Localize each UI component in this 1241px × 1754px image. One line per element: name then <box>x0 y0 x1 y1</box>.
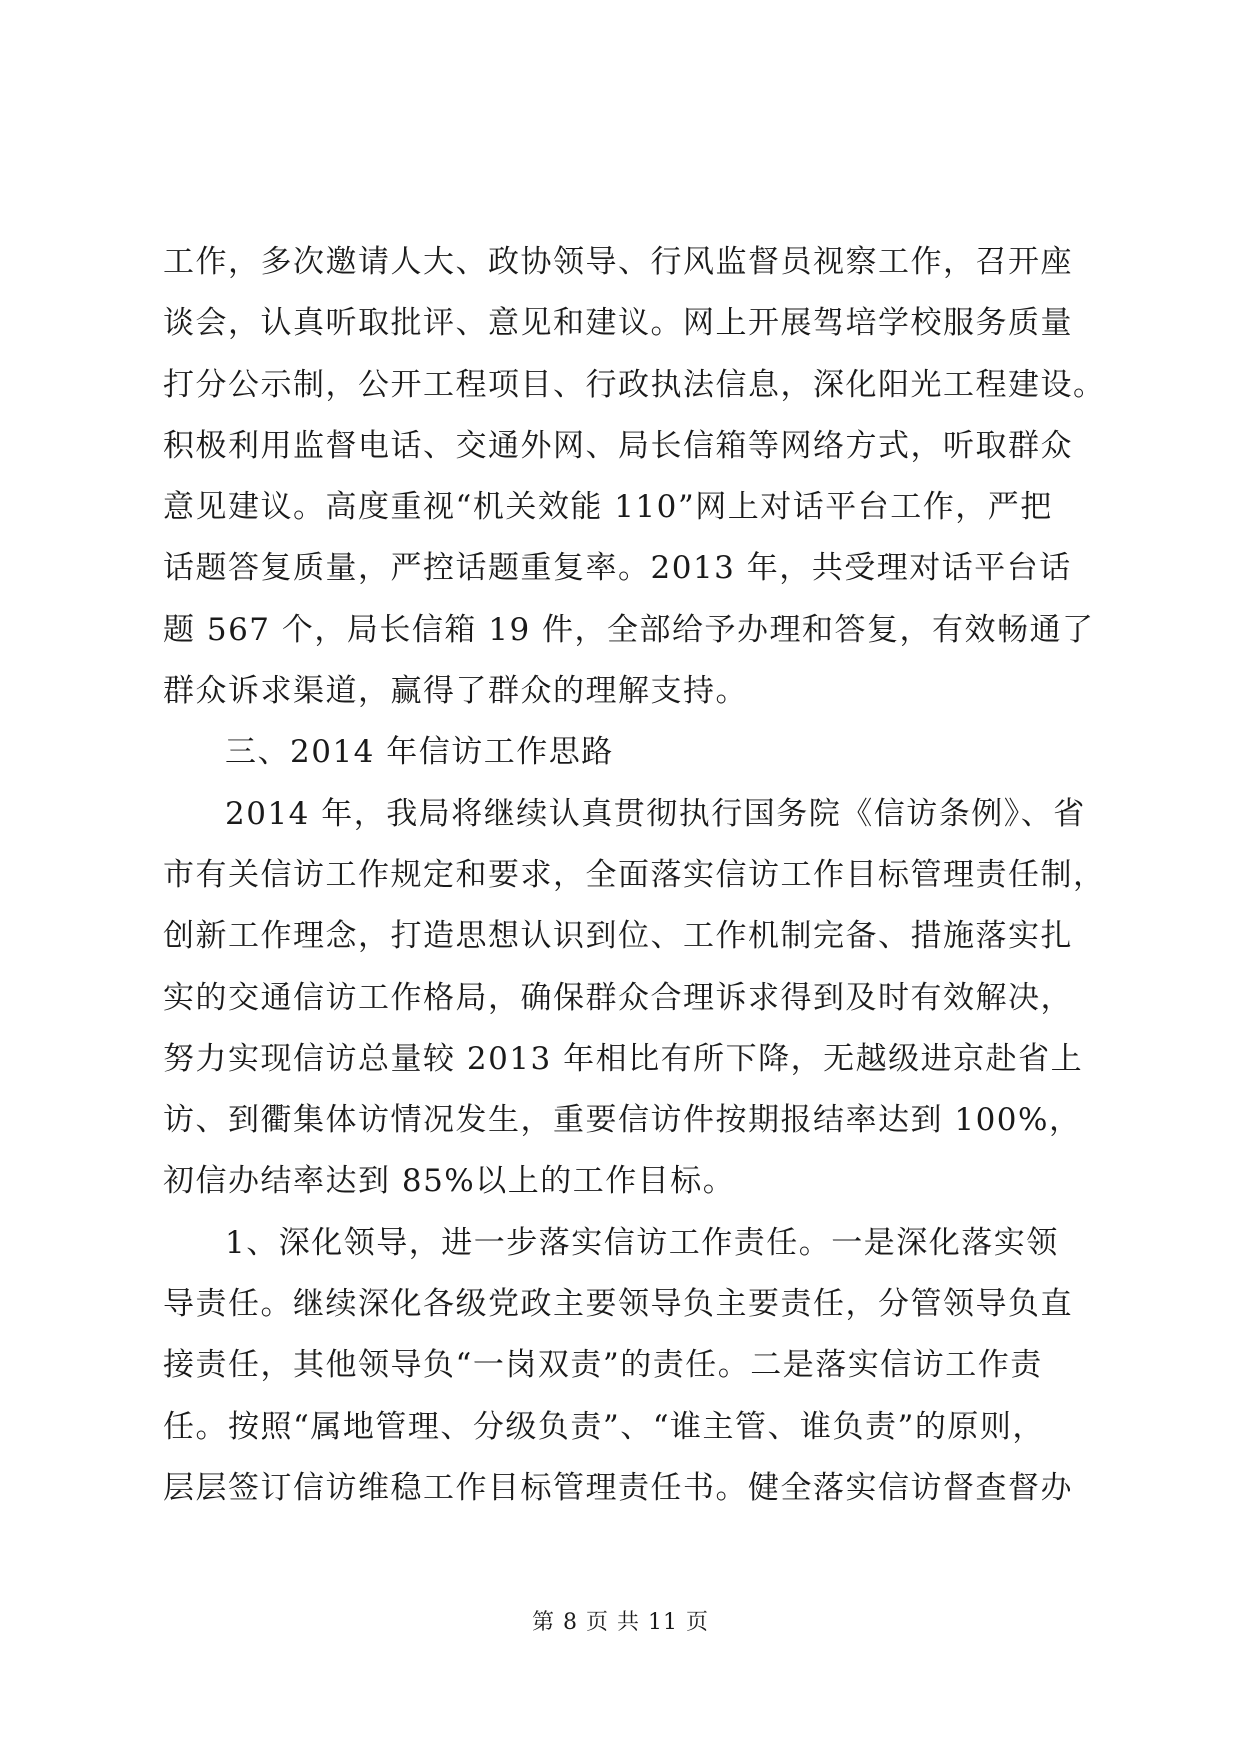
text-line: 话题答复质量，严控话题重复率。2013 年，共受理对话平台话 <box>163 550 1072 587</box>
text-line: 努力实现信访总量较 2013 年相比有所下降，无越级进京赴省上 <box>163 1040 1084 1077</box>
text-line: 1、深化领导，进一步落实信访工作责任。一是深化落实领 <box>225 1224 1059 1261</box>
text-line: 群众诉求渠道，赢得了群众的理解支持。 <box>163 673 748 710</box>
page-number-label: 第 8 页 共 11 页 <box>532 1610 709 1635</box>
document-body <box>163 232 1106 1519</box>
text-line: 导责任。继续深化各级党政主要领导负主要责任，分管领导负直 <box>163 1286 1073 1323</box>
text-line: 市有关信访工作规定和要求，全面落实信访工作目标管理责任制， <box>163 856 1106 893</box>
text-line: 创新工作理念，打造思想认识到位、工作机制完备、措施落实扎 <box>163 918 1073 955</box>
text-line: 打分公示制，公开工程项目、行政执法信息，深化阳光工程建设。 <box>163 366 1106 403</box>
text-line: 层层签订信访维稳工作目标管理责任书。健全落实信访督查督办 <box>163 1469 1073 1506</box>
text-line: 任。按照“属地管理、分级负责”、“谁主管、谁负责”的原则， <box>163 1408 1045 1445</box>
text-line: 工作，多次邀请人大、政协领导、行风监督员视察工作，召开座 <box>163 244 1073 280</box>
section-heading: 三、2014 年信访工作思路 <box>225 734 614 771</box>
text-line: 访、到衢集体访情况发生，重要信访件按期报结率达到 100%， <box>163 1102 1082 1139</box>
text-line: 2014 年，我局将继续认真贯彻执行国务院《信访条例》、省 <box>225 795 1086 832</box>
text-line: 意见建议。高度重视“机关效能 110”网上对话平台工作，严把 <box>163 489 1053 526</box>
text-line: 实的交通信访工作格局，确保群众合理诉求得到及时有效解决， <box>163 979 1073 1016</box>
text-line: 接责任，其他领导负“一岗双责”的责任。二是落实信访工作责 <box>163 1347 1043 1384</box>
page-footer <box>0 1605 1241 1636</box>
text-line: 初信办结率达到 85%以上的工作目标。 <box>163 1163 736 1200</box>
text-line: 积极利用监督电话、交通外网、局长信箱等网络方式，听取群众 <box>163 427 1073 464</box>
text-line: 谈会，认真听取批评、意见和建议。网上开展驾培学校服务质量 <box>163 305 1073 342</box>
text-line: 题 567 个，局长信箱 19 件，全部给予办理和答复，有效畅通了 <box>163 611 1095 648</box>
